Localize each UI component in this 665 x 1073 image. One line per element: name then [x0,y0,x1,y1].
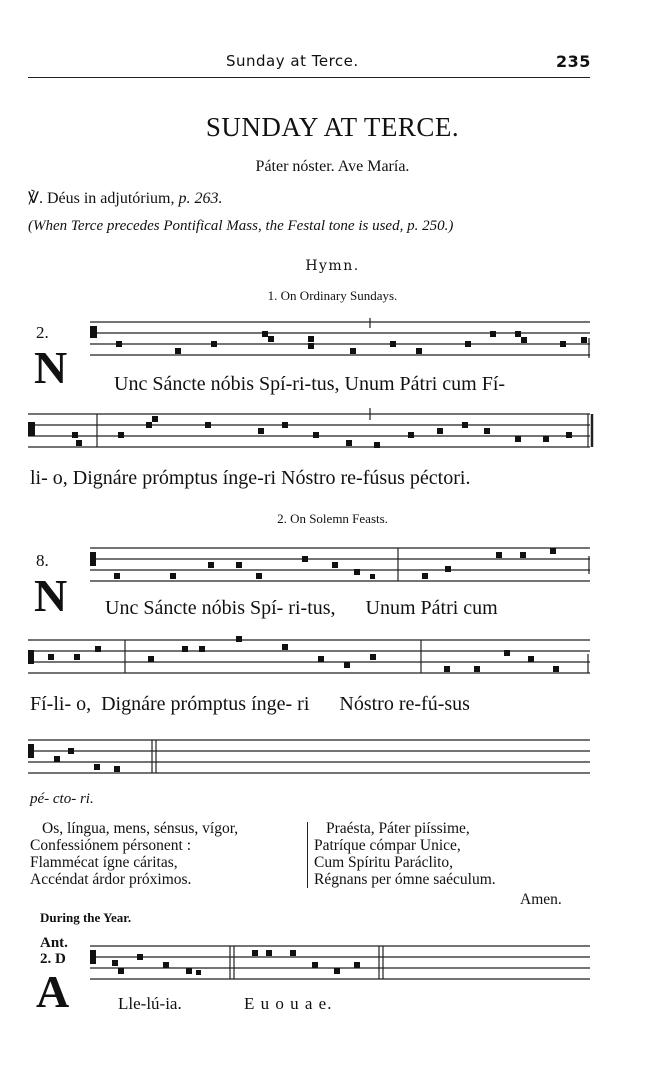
stanza-left-line: Os, língua, mens, sénsus, vígor, [42,820,239,837]
part2-heading: 2. On Solemn Feasts. [277,511,388,526]
prayers-line: Páter nóster. Ave María. [255,158,410,175]
antiphon-initial: A [36,966,70,1017]
header-rule [28,77,590,78]
staff-2 [28,408,594,454]
page-title: SUNDAY AT TERCE. [205,112,460,142]
part2-mode: 8. [36,551,49,570]
part1-initial: N [34,342,68,393]
stanza-right [314,820,496,888]
page-number: 235 [556,52,591,71]
versicle-text: Déus in adjutórium, [46,190,175,207]
amen: Amen. [520,891,562,908]
stanza-left-line: Confessiónem pérsonent : [30,837,192,854]
versicle-ref: p. 263. [178,190,223,207]
staff-6 [90,942,592,982]
part1-line1: Unc Sáncte nóbis Spí-ri-tus, Unum Pátri cum Fí- [114,373,506,395]
stanza-left-line: Accéndat árdor próximos. [30,871,192,888]
running-title: Sunday at Terce. [226,52,359,70]
part2-line1: Unc Sáncte nóbis Spí- ri-tus, Unum Pátri cum [105,597,498,619]
stanza-divider [307,822,308,888]
part2-line2: Fí-li- o, Dignáre prómptus ínge- ri Nóstro re-fú-sus [30,693,470,715]
stanza-left [30,820,238,888]
part2-line3: pé- cto- ri. [30,791,94,807]
stanza-right-line: Cum Spíritu Paráclito, [314,854,454,871]
stanza-right-line: Praésta, Páter piíssime, [326,820,470,837]
antiphon-text: Lle-lú-ia. [118,994,182,1013]
euouae: E u o u a e. [244,994,333,1013]
rubric-text: (When Terce precedes Pontifical Mass, the Festal tone is used, [28,218,404,234]
part1-line2: li- o, Dignáre prómptus ínge-ri Nóstro re-fúsus péctori. [30,467,471,489]
staff-5 [28,736,594,776]
stanza-right-line: Patríque cómpar Unice, [314,837,461,854]
staff-4 [28,636,594,682]
part1-mode: 2. [36,323,49,342]
part2-initial: N [34,570,68,621]
versicle-symbol: ℣. [28,190,43,207]
versicle-line [28,188,223,208]
hymn-heading: Hymn. [305,258,360,274]
antiphon-heading: During the Year. [40,910,132,925]
antiphon-mode: 2. D [40,951,66,967]
part1-heading: 1. On Ordinary Sundays. [267,288,398,303]
rubric-page: p. 250.) [407,218,454,234]
antiphon-label: Ant. [40,935,68,951]
rubric-line [28,218,453,235]
stanza-left-line: Flammécat ígne cáritas, [30,854,178,871]
staff-3 [90,544,592,584]
stanza-right-line: Régnans per ómne saéculum. [314,871,496,888]
staff-1 [90,318,592,358]
